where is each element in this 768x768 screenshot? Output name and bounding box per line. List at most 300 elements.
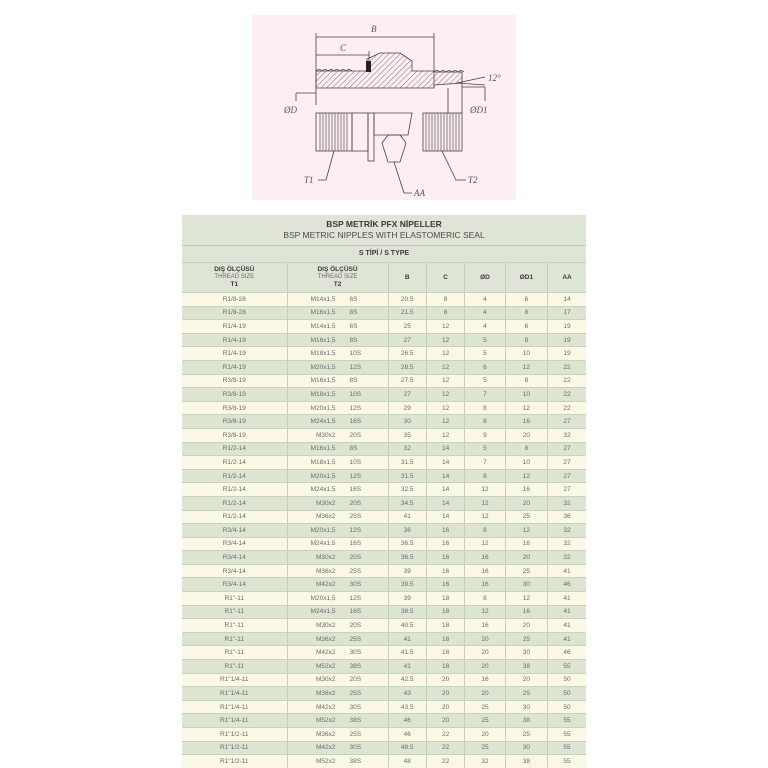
- cell-od: 20: [465, 632, 505, 646]
- cell-t1: R3/8-19: [182, 428, 287, 442]
- cell-t2-code: 16S: [349, 418, 362, 426]
- cell-od: 12: [465, 537, 505, 551]
- cell-t2-thread: M30x2: [316, 554, 336, 562]
- cell-b: 21.5: [388, 306, 426, 320]
- cell-t2: [287, 551, 388, 565]
- cell-t2: [287, 306, 388, 320]
- cell-t2-thread: M52x2: [316, 717, 336, 725]
- cell-t2-code: 25S: [349, 730, 362, 738]
- cell-od: 25: [465, 700, 505, 714]
- header-t2-tr: DIŞ ÖLÇÜSÜ: [317, 266, 358, 273]
- cell-c: 18: [426, 592, 464, 606]
- header-t2-en: THREAD SIZE: [317, 274, 358, 280]
- spec-table: [182, 262, 586, 768]
- label-b: B: [371, 24, 377, 34]
- cell-t2-thread: M42x2: [316, 649, 336, 657]
- cell-t2: [287, 415, 388, 429]
- cell-od1: 30: [505, 700, 547, 714]
- cell-t1: R1"1/2-11: [182, 741, 287, 755]
- cell-t2-thread: M52x2: [316, 662, 336, 670]
- cell-aa: 55: [548, 741, 586, 755]
- cell-od1: 16: [505, 537, 547, 551]
- cell-c: 16: [426, 551, 464, 565]
- table-row: [182, 510, 586, 524]
- cell-aa: 27: [548, 469, 586, 483]
- cell-od: 5: [465, 374, 505, 388]
- cell-t1: R1"1/2-11: [182, 728, 287, 742]
- table-row: [182, 524, 586, 538]
- cell-aa: 22: [548, 374, 586, 388]
- cell-od1: 20: [505, 551, 547, 565]
- cell-aa: 50: [548, 673, 586, 687]
- cell-t2-code: 30S: [349, 581, 362, 589]
- cell-aa: 22: [548, 360, 586, 374]
- cell-od1: 30: [505, 741, 547, 755]
- cell-b: 41: [388, 632, 426, 646]
- cell-c: 18: [426, 632, 464, 646]
- cell-t2: [287, 755, 388, 768]
- cell-t1: R1/2-14: [182, 456, 287, 470]
- fitting-technical-drawing: [252, 15, 516, 200]
- cell-od1: 25: [505, 510, 547, 524]
- cell-od: 5: [465, 333, 505, 347]
- cell-b: 27: [388, 333, 426, 347]
- cell-b: 39: [388, 564, 426, 578]
- header-t1: [182, 263, 287, 293]
- cell-c: 16: [426, 524, 464, 538]
- cell-od: 25: [465, 714, 505, 728]
- cell-t2: [287, 619, 388, 633]
- cell-t2-thread: M20x1,5: [310, 404, 336, 412]
- table-row: [182, 687, 586, 701]
- cell-b: 36.5: [388, 551, 426, 565]
- cell-aa: 27: [548, 456, 586, 470]
- cell-t2-code: 16S: [349, 540, 362, 548]
- cell-od1: 20: [505, 673, 547, 687]
- cell-t2-code: 12S: [349, 363, 362, 371]
- cell-t1: R1/4-19: [182, 347, 287, 361]
- table-row: [182, 564, 586, 578]
- cell-c: 12: [426, 374, 464, 388]
- cell-t2: [287, 496, 388, 510]
- cell-t2-code: 38S: [349, 757, 362, 765]
- table-row: [182, 592, 586, 606]
- cell-b: 35: [388, 428, 426, 442]
- cell-aa: 19: [548, 333, 586, 347]
- cell-od1: 12: [505, 360, 547, 374]
- cell-t1: R1"-11: [182, 632, 287, 646]
- cell-c: 22: [426, 755, 464, 768]
- cell-od1: 38: [505, 755, 547, 768]
- cell-t1: R1"1/4-11: [182, 687, 287, 701]
- cell-t2: [287, 428, 388, 442]
- cell-od1: 38: [505, 714, 547, 728]
- header-t1-en: THREAD SIZE: [214, 274, 255, 280]
- cell-t2: [287, 483, 388, 497]
- cell-t1: R1"-11: [182, 592, 287, 606]
- cell-t2-code: 10S: [349, 458, 362, 466]
- cell-t2-code: 20S: [349, 676, 362, 684]
- nipple-spec-table: [182, 215, 586, 768]
- cell-t2-thread: M36x2: [316, 730, 336, 738]
- cell-t1: R3/4-14: [182, 537, 287, 551]
- cell-t1: R3/4-14: [182, 524, 287, 538]
- cell-b: 41.5: [388, 646, 426, 660]
- cell-c: 18: [426, 660, 464, 674]
- cell-aa: 41: [548, 619, 586, 633]
- table-row: [182, 741, 586, 755]
- cell-t2-code: 6S: [349, 295, 358, 303]
- cell-aa: 36: [548, 510, 586, 524]
- cell-t2-thread: M20x1,5: [310, 526, 336, 534]
- cell-t1: R1"-11: [182, 660, 287, 674]
- cell-c: 16: [426, 564, 464, 578]
- table-row: [182, 469, 586, 483]
- cell-b: 48.5: [388, 741, 426, 755]
- cell-od: 12: [465, 483, 505, 497]
- cell-t2-thread: M24x1,5: [310, 608, 336, 616]
- cell-od1: 20: [505, 496, 547, 510]
- cell-t2: [287, 456, 388, 470]
- cell-t2-code: 20S: [349, 554, 362, 562]
- label-t2: T2: [468, 175, 478, 185]
- table-row: [182, 646, 586, 660]
- header-row: [182, 263, 586, 293]
- table-row: [182, 347, 586, 361]
- body-section: [316, 53, 462, 88]
- table-row: [182, 333, 586, 347]
- cell-t2: [287, 646, 388, 660]
- cell-t2-code: 8S: [349, 445, 358, 453]
- cell-t2-code: 30S: [349, 649, 362, 657]
- label-t1: T1: [304, 175, 314, 185]
- table-row: [182, 660, 586, 674]
- cell-t2: [287, 714, 388, 728]
- cell-od1: 8: [505, 306, 547, 320]
- cell-t2-code: 20S: [349, 622, 362, 630]
- cell-c: 14: [426, 442, 464, 456]
- cell-t2: [287, 360, 388, 374]
- cell-od1: 8: [505, 442, 547, 456]
- cell-t2-thread: M20x1,5: [310, 594, 336, 602]
- cell-aa: 14: [548, 293, 586, 307]
- label-od1: ØD1: [470, 105, 488, 115]
- cell-b: 41: [388, 660, 426, 674]
- cell-b: 25: [388, 320, 426, 334]
- cell-od: 20: [465, 646, 505, 660]
- cell-aa: 32: [548, 524, 586, 538]
- cell-od1: 16: [505, 483, 547, 497]
- cell-od1: 20: [505, 428, 547, 442]
- cell-c: 8: [426, 293, 464, 307]
- cell-t2-thread: M42x2: [316, 703, 336, 711]
- cell-t1: R1/8-28: [182, 306, 287, 320]
- cell-c: 16: [426, 578, 464, 592]
- cell-aa: 41: [548, 632, 586, 646]
- header-c: C: [426, 263, 464, 293]
- cell-b: 30: [388, 415, 426, 429]
- cell-od1: 25: [505, 632, 547, 646]
- cell-t1: R1"-11: [182, 619, 287, 633]
- cell-od1: 10: [505, 347, 547, 361]
- cell-c: 8: [426, 306, 464, 320]
- cell-b: 38.5: [388, 605, 426, 619]
- cell-aa: 32: [548, 496, 586, 510]
- cell-t2-thread: M30x2: [316, 431, 336, 439]
- cell-t1: R1/4-19: [182, 360, 287, 374]
- cell-t2: [287, 592, 388, 606]
- cell-t2-code: 8S: [349, 309, 358, 317]
- cell-aa: 17: [548, 306, 586, 320]
- cell-c: 12: [426, 320, 464, 334]
- cell-t1: R1"-11: [182, 605, 287, 619]
- cell-t2: [287, 510, 388, 524]
- cell-t2: [287, 673, 388, 687]
- cell-t2-thread: M16x1,5: [310, 309, 336, 317]
- cell-t2-code: 12S: [349, 594, 362, 602]
- cell-t2: [287, 632, 388, 646]
- table-row: [182, 700, 586, 714]
- cell-c: 22: [426, 741, 464, 755]
- cell-t1: R1"1/2-11: [182, 755, 287, 768]
- cell-t2-thread: M16x1,5: [310, 377, 336, 385]
- cell-c: 14: [426, 456, 464, 470]
- cell-od: 16: [465, 551, 505, 565]
- cell-t1: R1/2-14: [182, 510, 287, 524]
- cell-t2-code: 10S: [349, 350, 362, 358]
- cell-t2-code: 20S: [349, 431, 362, 439]
- cell-b: 46: [388, 714, 426, 728]
- table-row: [182, 537, 586, 551]
- cell-aa: 22: [548, 401, 586, 415]
- cell-od: 8: [465, 592, 505, 606]
- cell-b: 20.5: [388, 293, 426, 307]
- cell-od1: 12: [505, 592, 547, 606]
- cell-t2: [287, 524, 388, 538]
- dimension-c: [316, 43, 369, 61]
- cell-c: 20: [426, 687, 464, 701]
- cell-t2-code: 16S: [349, 608, 362, 616]
- cell-c: 20: [426, 714, 464, 728]
- cell-t2-code: 8S: [349, 377, 358, 385]
- cell-aa: 55: [548, 714, 586, 728]
- cell-t2: [287, 401, 388, 415]
- table-row: [182, 306, 586, 320]
- cell-od1: 25: [505, 564, 547, 578]
- cell-t2-code: 12S: [349, 472, 362, 480]
- cell-c: 14: [426, 469, 464, 483]
- cell-b: 26.5: [388, 347, 426, 361]
- cell-b: 43: [388, 687, 426, 701]
- cell-od: 16: [465, 578, 505, 592]
- cell-t2: [287, 578, 388, 592]
- cell-od1: 38: [505, 660, 547, 674]
- cell-t1: R1/4-19: [182, 333, 287, 347]
- cell-c: 18: [426, 605, 464, 619]
- cell-od1: 6: [505, 320, 547, 334]
- cell-od1: 20: [505, 619, 547, 633]
- cell-od1: 25: [505, 687, 547, 701]
- cell-od: 20: [465, 687, 505, 701]
- cell-od: 20: [465, 728, 505, 742]
- type-label: S TİPİ / S TYPE: [182, 245, 586, 262]
- table-row: [182, 320, 586, 334]
- cell-b: 41: [388, 510, 426, 524]
- cell-t2: [287, 320, 388, 334]
- cell-od1: 8: [505, 374, 547, 388]
- cell-aa: 55: [548, 728, 586, 742]
- cell-aa: 46: [548, 578, 586, 592]
- cell-c: 12: [426, 428, 464, 442]
- cell-t2-code: 12S: [349, 404, 362, 412]
- cell-od1: 10: [505, 456, 547, 470]
- fitting-drawing-svg: [252, 15, 516, 200]
- cell-od1: 16: [505, 605, 547, 619]
- hex-aa: [374, 113, 412, 162]
- cell-t2-code: 30S: [349, 744, 362, 752]
- cell-b: 31.5: [388, 469, 426, 483]
- cell-c: 22: [426, 728, 464, 742]
- cell-t2-thread: M52x2: [316, 757, 336, 765]
- cell-od: 6: [465, 360, 505, 374]
- cell-b: 39.5: [388, 578, 426, 592]
- cell-t2-thread: M20x1,5: [310, 363, 336, 371]
- cell-t2: [287, 388, 388, 402]
- cell-b: 31.5: [388, 456, 426, 470]
- cell-t2-thread: M30x2: [316, 676, 336, 684]
- cell-od: 32: [465, 755, 505, 768]
- cell-b: 27.5: [388, 374, 426, 388]
- cell-t1: R1/2-14: [182, 483, 287, 497]
- cell-c: 12: [426, 415, 464, 429]
- cell-t2-thread: M30x2: [316, 499, 336, 507]
- cell-t1: R1/4-19: [182, 320, 287, 334]
- label-od: ØD: [284, 105, 297, 115]
- cell-t2: [287, 469, 388, 483]
- cell-b: 42.5: [388, 673, 426, 687]
- cell-od: 8: [465, 524, 505, 538]
- cell-t2: [287, 293, 388, 307]
- cell-t2: [287, 537, 388, 551]
- header-t2: [287, 263, 388, 293]
- cell-t2-code: 12S: [349, 526, 362, 534]
- cell-t1: R3/4-14: [182, 551, 287, 565]
- cell-t2-code: 25S: [349, 513, 362, 521]
- cell-aa: 46: [548, 646, 586, 660]
- cell-t1: R1/2-14: [182, 442, 287, 456]
- cell-t2: [287, 442, 388, 456]
- cell-c: 20: [426, 700, 464, 714]
- cell-od: 7: [465, 388, 505, 402]
- cell-od: 5: [465, 347, 505, 361]
- table-title: [182, 215, 586, 245]
- cell-aa: 50: [548, 700, 586, 714]
- cell-t1: R3/8-19: [182, 374, 287, 388]
- cell-od1: 25: [505, 728, 547, 742]
- cell-t2-thread: M36x2: [316, 690, 336, 698]
- cell-od: 8: [465, 401, 505, 415]
- cell-t2: [287, 374, 388, 388]
- cell-aa: 32: [548, 428, 586, 442]
- table-row: [182, 632, 586, 646]
- cell-c: 16: [426, 537, 464, 551]
- cell-t1: R3/8-19: [182, 415, 287, 429]
- cell-t2-thread: M14x1,5: [310, 322, 336, 330]
- cell-t2: [287, 347, 388, 361]
- cell-od: 16: [465, 619, 505, 633]
- label-aa: AA: [414, 188, 425, 198]
- cell-t2: [287, 687, 388, 701]
- cell-od: 25: [465, 741, 505, 755]
- cell-t1: R1/8-28: [182, 293, 287, 307]
- cell-od: 8: [465, 415, 505, 429]
- cell-t2-thread: M18x1,5: [310, 390, 336, 398]
- cell-c: 18: [426, 619, 464, 633]
- cell-t1: R1"1/4-11: [182, 673, 287, 687]
- cell-t2: [287, 605, 388, 619]
- cell-b: 32: [388, 442, 426, 456]
- cell-aa: 55: [548, 755, 586, 768]
- cell-aa: 19: [548, 320, 586, 334]
- table-row: [182, 483, 586, 497]
- cell-t2-code: 16S: [349, 486, 362, 494]
- table-row: [182, 728, 586, 742]
- cell-c: 14: [426, 510, 464, 524]
- cell-t2-code: 25S: [349, 567, 362, 575]
- cell-t2-thread: M18x1,5: [310, 350, 336, 358]
- cell-b: 46: [388, 728, 426, 742]
- cell-c: 12: [426, 333, 464, 347]
- cell-b: 28.5: [388, 360, 426, 374]
- cell-aa: 27: [548, 415, 586, 429]
- cell-od: 16: [465, 673, 505, 687]
- cell-t2: [287, 741, 388, 755]
- cell-t2: [287, 564, 388, 578]
- cell-aa: 27: [548, 442, 586, 456]
- cell-c: 14: [426, 483, 464, 497]
- table-row: [182, 374, 586, 388]
- cell-t2-thread: M30x2: [316, 622, 336, 630]
- cell-t2-thread: M42x2: [316, 744, 336, 752]
- cell-t1: R1/2-14: [182, 496, 287, 510]
- cell-t2: [287, 700, 388, 714]
- cell-b: 36: [388, 524, 426, 538]
- cell-b: 32.5: [388, 483, 426, 497]
- cell-t2-code: 8S: [349, 336, 358, 344]
- cell-t2-code: 10S: [349, 390, 362, 398]
- table-row: [182, 619, 586, 633]
- table-row: [182, 496, 586, 510]
- cell-t1: R3/8-19: [182, 401, 287, 415]
- table-row: [182, 755, 586, 768]
- cell-b: 34.5: [388, 496, 426, 510]
- cell-c: 14: [426, 496, 464, 510]
- cell-c: 12: [426, 347, 464, 361]
- table-row: [182, 388, 586, 402]
- cell-t2-thread: M36x2: [316, 635, 336, 643]
- table-row: [182, 401, 586, 415]
- cell-b: 27: [388, 388, 426, 402]
- table-row: [182, 673, 586, 687]
- cell-b: 40.5: [388, 619, 426, 633]
- cell-od: 5: [465, 442, 505, 456]
- thread-t1: [316, 113, 352, 151]
- cell-c: 12: [426, 401, 464, 415]
- label-angle: 12°: [488, 73, 501, 83]
- cell-od: 4: [465, 306, 505, 320]
- cell-t2-thread: M16x1,5: [310, 445, 336, 453]
- cell-t2-thread: M36x2: [316, 513, 336, 521]
